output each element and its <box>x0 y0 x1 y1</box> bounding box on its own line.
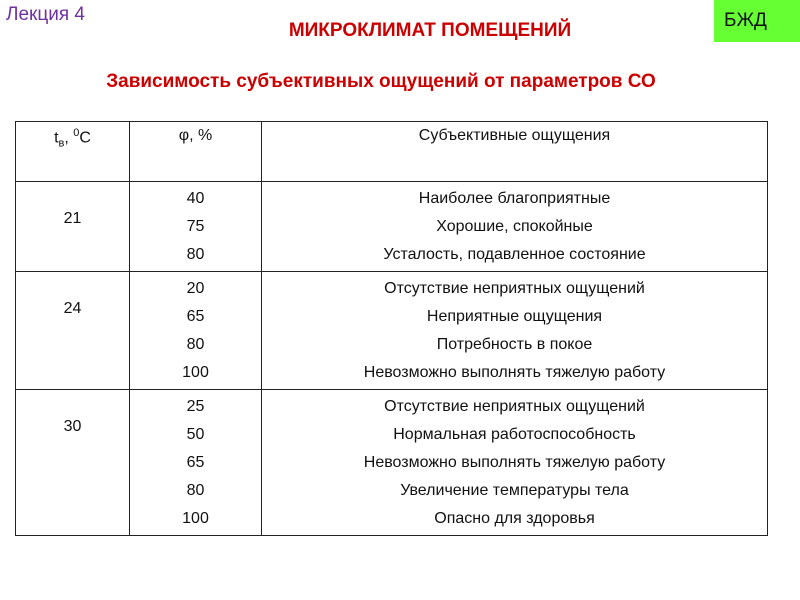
sensation-text: Нормальная работоспособность <box>393 426 636 443</box>
humidity-value: 100 <box>182 364 209 381</box>
page-title: МИКРОКЛИМАТ ПОМЕЩЕНИЙ <box>288 20 572 41</box>
header-temperature-t: t <box>54 129 59 147</box>
temperature-cell: 21 <box>16 182 130 272</box>
sensation-text: Неприятные ощущения <box>426 308 603 325</box>
header-temperature-unit: С <box>79 129 91 147</box>
humidity-cell <box>130 182 262 272</box>
humidity-value: 80 <box>186 336 205 353</box>
sensation-text: Хорошие, спокойные <box>436 218 593 235</box>
humidity-value: 40 <box>186 190 205 207</box>
sensation-text: Опасно для здоровья <box>434 510 595 527</box>
table-row <box>16 390 768 536</box>
sensations-cell <box>262 182 768 272</box>
page-subtitle: Зависимость субъективных ощущений от параметров СО <box>106 71 656 92</box>
header-temperature-superscript: 0 <box>73 127 80 139</box>
sensation-text: Отсутствие неприятных ощущений <box>384 398 645 415</box>
sensation-text: Усталость, подавленное состояние <box>383 246 646 263</box>
sensation-text: Невозможно выполнять тяжелую работу <box>363 364 666 381</box>
humidity-value: 65 <box>186 308 205 325</box>
humidity-value: 100 <box>182 510 209 527</box>
header-temperature <box>16 122 130 182</box>
sensation-text: Потребность в покое <box>436 336 593 353</box>
humidity-value: 50 <box>186 426 205 443</box>
humidity-value: 80 <box>186 246 205 263</box>
header-temperature-comma: , <box>64 129 74 147</box>
header-temperature-subscript: в <box>58 137 65 150</box>
lecture-label: Лекция 4 <box>6 4 85 25</box>
humidity-value: 75 <box>186 218 205 235</box>
subject-badge: БЖД <box>714 0 800 42</box>
humidity-value: 65 <box>186 454 205 471</box>
sensations-cell <box>262 272 768 390</box>
humidity-value: 25 <box>186 398 205 415</box>
sensations-cell <box>262 390 768 536</box>
temperature-cell: 30 <box>16 390 130 536</box>
header-sensations: Субъективные ощущения <box>262 122 768 182</box>
table-row <box>16 182 768 272</box>
sensation-text: Наиболее благоприятные <box>418 190 611 207</box>
humidity-value: 80 <box>186 482 205 499</box>
humidity-cell <box>130 272 262 390</box>
sensation-text: Невозможно выполнять тяжелую работу <box>363 454 666 471</box>
sensations-table <box>15 121 768 536</box>
header-humidity: φ, % <box>130 122 262 182</box>
table-header-row <box>16 122 768 182</box>
sensation-text: Увеличение температуры тела <box>400 482 629 499</box>
sensation-text: Отсутствие неприятных ощущений <box>384 280 645 297</box>
table-row <box>16 272 768 390</box>
humidity-value: 20 <box>186 280 205 297</box>
temperature-cell: 24 <box>16 272 130 390</box>
humidity-cell <box>130 390 262 536</box>
